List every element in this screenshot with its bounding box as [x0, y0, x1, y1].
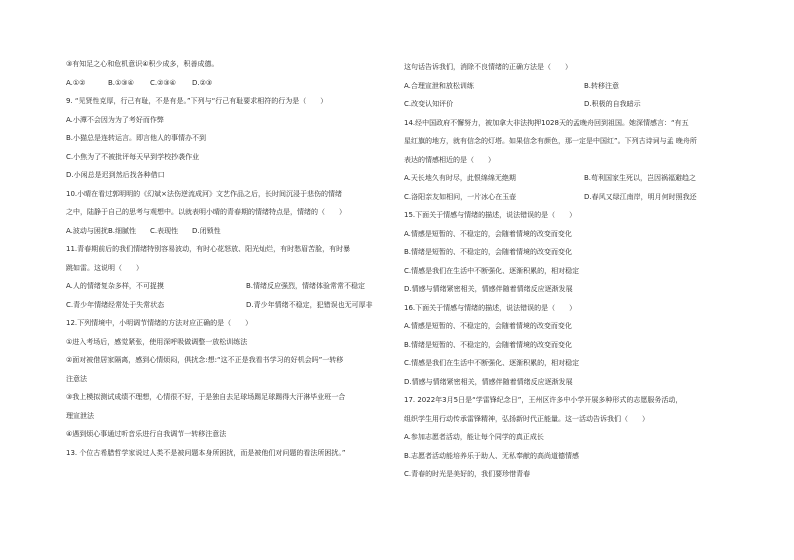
answer-option: A.合理宣泄和放松训练 [404, 81, 474, 90]
right-text-line: 15.下面关于情感与情绪的描述，说法错误的是（ ） [404, 211, 577, 219]
left-text-line: ②面对被借居家隔离，感到心情烦闷，俱扰念:想:“这不正是我看书学习的好机会吗”一转移 [66, 356, 344, 364]
answer-option: A.天长地久有时尽，此恨绵绵无绝期 [404, 174, 516, 182]
right-text-line: C.青春的时光是美好的，我们要珍惜青春 [404, 470, 531, 478]
right-options-row [404, 82, 774, 91]
right-text-line: D.情感与情绪紧密相关，情感伴随着情绪反应逐渐发展 [404, 285, 573, 293]
answer-option: B.细腻性 [108, 226, 137, 235]
left-text-line: 理宣泄法 [66, 411, 94, 420]
right-column [404, 63, 774, 489]
left-text-line: 12.下列情境中，小明调节情绪的方法对应正确的是（ ） [66, 319, 253, 327]
left-options-row [66, 227, 436, 236]
answer-option: A.人的情绪复杂多样，不可捉摸 [66, 282, 164, 290]
answer-option: B.转移注意 [584, 81, 620, 90]
answer-option: D.积极的自我暗示 [584, 100, 641, 108]
right-text-line: 组织学生用行动传承雷锋精神，弘扬新时代正能量。这一活动告诉我们（ ） [404, 414, 649, 423]
left-text-line: A.小潭不会因为为了考好而作弊 [66, 115, 164, 124]
right-text-line: A.参加志愿者活动，能让每个同学的真正成长 [404, 433, 544, 441]
left-text-line: 10.小晴在看过郭明明的《幻斌×法伤逆流成河》文艺作品之后，长时间沉浸于悲伤的情绪 [66, 189, 342, 198]
right-options-row [404, 174, 774, 183]
answer-option: D.春风又绿江南岸，明月何时照我还 [584, 192, 697, 201]
right-text-line: 16.下面关于情感与情绪的描述，说法错误的是（ ） [404, 303, 577, 312]
answer-option: C.洛阳亲友如相问，一片冰心在玉壶 [404, 192, 517, 201]
right-text-line: B.情绪是短暂的、不稳定的，会随着情境的改变而变化 [404, 248, 573, 256]
left-text-line: ①进入考场后，感觉紧张，使用深呼吸做调整一放松训练法 [66, 337, 248, 346]
right-text-line: 表达的情感相近的是（ ） [404, 155, 495, 164]
right-text-line: 这句话告诉我们，消除不良情绪的正确方法是（ ） [404, 63, 572, 71]
left-text-line: ④遇到烦心事通过听音乐进行自我调节一转移注意法 [66, 430, 227, 438]
left-text-line: 9. “见贤性克厚，行己有耻，不是有是。”下列与“行己有耻要求相符的行为是（ ） [66, 97, 328, 105]
answer-option: C.青少年情绪经常处于失常状态 [66, 300, 165, 309]
answer-option: A.①② [66, 78, 86, 87]
answer-option: B.①③④ [108, 78, 134, 87]
answer-option: D.②③ [192, 78, 213, 87]
left-text-line: ③有知足之心和危机意识④积少成多，积善成德。 [66, 60, 219, 68]
left-options-row [66, 79, 436, 88]
right-text-line: A.情感是短暂的、不稳定的，会随着情境的改变而变化 [404, 229, 572, 238]
right-text-line: 星红旗的地方，就有信念的灯塔。如果信念有颜色，那一定是中国红”。下列古诗词与孟 晚舟所 [404, 137, 697, 145]
answer-option: D.闭锁性 [192, 226, 221, 235]
left-text-line: C.小焦为了不被批评每天早到学校抄袭作业 [66, 152, 200, 161]
left-text-line: 跳如雷。这说明（ ） [66, 263, 143, 272]
right-options-row [404, 100, 774, 109]
right-text-line: C.情感是我们在生活中不断强化、逐渐积累的，相对稳定 [404, 266, 580, 275]
left-options-row [66, 282, 436, 291]
answer-option: D.青少年情绪不稳定，犯错误也无可厚非 [246, 300, 373, 309]
answer-option: C.表现性 [150, 226, 179, 235]
right-text-line: B.志愿者活动能培养乐于助人、无私奉献的高尚道德情感 [404, 451, 580, 460]
right-text-line: B.情绪是短暂的、不稳定的，会随着情境的改变而变化 [404, 340, 573, 349]
right-text-line: C.情感是我们在生活中不断强化、逐渐积累的，相对稳定 [404, 359, 580, 367]
left-options-row [66, 301, 436, 310]
left-column [66, 60, 436, 467]
answer-option: B.苟利国家生死以，岂因祸福避趋之 [584, 174, 697, 182]
left-text-line: 注意法 [66, 374, 87, 383]
right-options-row [404, 193, 774, 202]
left-text-line: 11.青春期前后的我们情绪特别容易波动，有时心花怒放、阳光灿烂，有时愁眉苦脸，有时暴 [66, 245, 351, 253]
answer-option: C.②③④ [150, 78, 176, 87]
answer-option: C.改变认知评价 [404, 100, 454, 108]
right-text-line: 17. 2022年3月5日是“学雷锋纪念日”，王州区许多中小学开展多种形式的志愿服务活动， [404, 396, 683, 404]
answer-option: B.情绪反应强烈，情绪体验常常不稳定 [246, 282, 366, 290]
left-text-line: 之中，陆静于自己的思考与观想中。以就表明小晴的青春期的情绪特点是，情绪的（ ） [66, 208, 346, 216]
right-text-line: 14.经中国政府不懈努力，被加拿大非法拘押1028天的孟晚舟回到祖国。她深情感言：“有五 [404, 118, 689, 127]
left-text-line: B.小猫总是连转运言。即言他人的事情办不到 [66, 134, 207, 142]
left-text-line: D.小闲总是迟到然后找各种借口 [66, 171, 165, 179]
left-text-line: 13. 个位古希腊哲学家说过人类不是被问题本身所困扰，而是被他们对问题的看法所困扰。” [66, 448, 346, 457]
right-text-line: D.情感与情绪紧密相关，情感伴随着情绪反应逐渐发展 [404, 377, 573, 386]
answer-option: A.波动与困扰 [66, 226, 108, 235]
left-text-line: ③我上模拟测试成绩不理想，心情很不好，于是独自去足球场踢足球踢得大汗淋毕业班一合 [66, 393, 346, 401]
right-text-line: A.情感是短暂的、不稳定的，会随着情境的改变而变化 [404, 322, 572, 330]
